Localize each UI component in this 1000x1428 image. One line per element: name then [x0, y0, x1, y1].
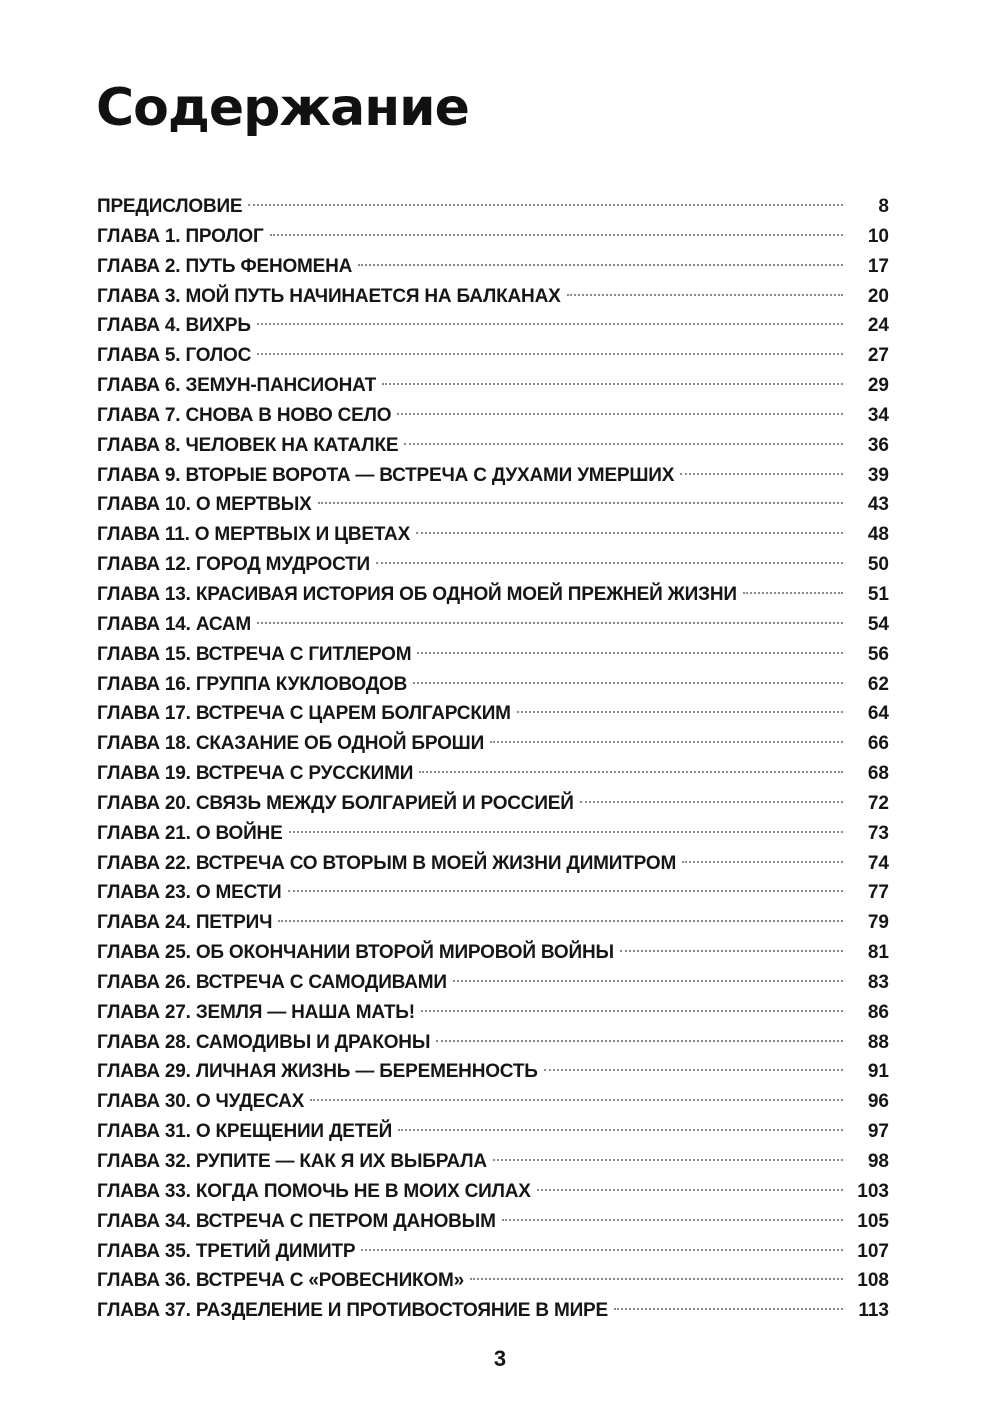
toc-entry	[97, 819, 889, 849]
toc-entry	[97, 1057, 889, 1087]
toc-entry-page-number: 79	[867, 912, 889, 934]
toc-entry-title: ГЛАВА 23. О МЕСТИ	[97, 882, 282, 904]
dot-leader	[270, 234, 843, 236]
toc-entry-title: ГЛАВА 20. СВЯЗЬ МЕЖДУ БОЛГАРИЕЙ И РОССИЕЙ	[97, 792, 574, 814]
toc-entry-page-number: 77	[867, 882, 889, 904]
toc-entry-page-number: 107	[857, 1240, 889, 1262]
toc-entry-page-number: 73	[867, 822, 889, 844]
toc-entry	[97, 1237, 889, 1267]
toc-entry	[97, 222, 889, 252]
toc-entry-title: ГЛАВА 26. ВСТРЕЧА С САМОДИВАМИ	[97, 971, 447, 993]
toc-entry	[97, 1147, 889, 1177]
toc-entry-page-number: 20	[867, 285, 889, 307]
toc-entry-title: ГЛАВА 30. О ЧУДЕСАХ	[97, 1091, 305, 1113]
toc-entry-title: ГЛАВА 36. ВСТРЕЧА С «РОВЕСНИКОМ»	[97, 1270, 464, 1292]
dot-leader	[397, 413, 843, 415]
toc-entry-title: ГЛАВА 35. ТРЕТИЙ ДИМИТР	[97, 1240, 356, 1262]
dot-leader	[419, 771, 843, 773]
toc-entry-page-number: 66	[867, 733, 889, 755]
toc-entry	[97, 610, 889, 640]
dot-leader	[382, 383, 843, 385]
dot-leader	[413, 682, 843, 684]
toc-entry-title: ГЛАВА 21. О ВОЙНЕ	[97, 822, 283, 844]
toc-entry	[97, 520, 889, 550]
dot-leader	[743, 592, 843, 594]
toc-entry-page-number: 103	[857, 1180, 889, 1202]
toc-entry-title: ГЛАВА 2. ПУТЬ ФЕНОМЕНА	[97, 255, 353, 277]
toc-entry-page-number: 81	[867, 942, 889, 964]
dot-leader	[257, 323, 843, 325]
toc-entry-title: ГЛАВА 5. ГОЛОС	[97, 345, 252, 367]
dot-leader	[248, 204, 843, 206]
toc-entry-title: ГЛАВА 14. АСАМ	[97, 613, 252, 635]
toc-entry-title: ГЛАВА 22. ВСТРЕЧА СО ВТОРЫМ В МОЕЙ ЖИЗНИ ДИМИТРОМ	[97, 852, 677, 874]
toc-entry-title: ГЛАВА 9. ВТОРЫЕ ВОРОТА — ВСТРЕЧА С ДУХАМИ УМЕРШИХ	[97, 464, 675, 486]
toc-entry	[97, 401, 889, 431]
toc-entry	[97, 938, 889, 968]
toc-entry-page-number: 48	[867, 524, 889, 546]
toc-entry	[97, 670, 889, 700]
toc-entry-page-number: 8	[878, 196, 889, 217]
toc-entry-page-number: 36	[867, 434, 889, 456]
dot-leader	[680, 473, 843, 475]
dot-leader	[493, 1159, 843, 1161]
dot-leader	[517, 711, 843, 713]
toc-entry	[97, 1177, 889, 1207]
toc-entry-page-number: 56	[867, 643, 889, 665]
toc-entry-page-number: 97	[867, 1121, 889, 1143]
toc-entry-title: ПРЕДИСЛОВИЕ	[97, 196, 243, 217]
toc-entry	[97, 490, 889, 520]
toc-entry-page-number: 27	[867, 345, 889, 367]
toc-entry-title: ГЛАВА 16. ГРУППА КУКЛОВОДОВ	[97, 673, 408, 695]
toc-entry-page-number: 62	[867, 673, 889, 695]
toc-entry-page-number: 72	[867, 792, 889, 814]
toc-entry-page-number: 24	[867, 315, 889, 337]
dot-leader	[416, 532, 843, 534]
toc-entry-page-number: 86	[867, 1001, 889, 1023]
toc-entry	[97, 192, 889, 222]
toc-entry	[97, 371, 889, 401]
toc-entry	[97, 1117, 889, 1147]
toc-entry-title: ГЛАВА 29. ЛИЧНАЯ ЖИЗНЬ — БЕРЕМЕННОСТЬ	[97, 1061, 538, 1083]
toc-entry-page-number: 108	[857, 1270, 889, 1292]
toc-entry-page-number: 10	[867, 225, 889, 247]
toc-entry	[97, 699, 889, 729]
toc-entry-page-number: 54	[867, 613, 889, 635]
toc-entry	[97, 461, 889, 491]
toc-entry-page-number: 88	[867, 1031, 889, 1053]
page-number: 3	[493, 1346, 507, 1371]
toc-entry-title: ГЛАВА 8. ЧЕЛОВЕК НА КАТАЛКЕ	[97, 434, 399, 456]
dot-leader	[421, 1010, 843, 1012]
toc-entry	[97, 341, 889, 371]
toc-entry-title: ГЛАВА 19. ВСТРЕЧА С РУССКИМИ	[97, 763, 414, 785]
toc-entry	[97, 282, 889, 312]
dot-leader	[361, 1249, 843, 1251]
dot-leader	[614, 1308, 843, 1310]
toc-entry-title: ГЛАВА 12. ГОРОД МУДРОСТИ	[97, 554, 371, 576]
toc-entry-title: ГЛАВА 7. СНОВА В НОВО СЕЛО	[97, 404, 392, 426]
toc-entry-title: ГЛАВА 24. ПЕТРИЧ	[97, 912, 273, 934]
toc-entry	[97, 640, 889, 670]
toc-entry-page-number: 96	[867, 1091, 889, 1113]
dot-leader	[470, 1278, 843, 1280]
toc-entry-page-number: 34	[867, 404, 889, 426]
toc-entry	[97, 1087, 889, 1117]
dot-leader	[490, 741, 843, 743]
dot-leader	[567, 294, 843, 296]
toc-entry-page-number: 98	[867, 1151, 889, 1172]
dot-leader	[580, 801, 843, 803]
toc-entry	[97, 729, 889, 759]
toc-entry-page-number: 29	[867, 375, 889, 397]
toc-entry	[97, 759, 889, 789]
dot-leader	[502, 1219, 843, 1221]
toc-entry	[97, 1028, 889, 1058]
toc-entry	[97, 550, 889, 580]
toc-entry-page-number: 51	[867, 583, 889, 605]
toc-entry-title: ГЛАВА 31. О КРЕЩЕНИИ ДЕТЕЙ	[97, 1121, 393, 1143]
toc-entry-title: ГЛАВА 4. ВИХРЬ	[97, 315, 251, 337]
table-of-contents	[97, 192, 889, 1326]
dot-leader	[376, 562, 843, 564]
toc-entry-title: ГЛАВА 6. ЗЕМУН-ПАНСИОНАТ	[97, 375, 377, 397]
toc-entry	[97, 252, 889, 282]
toc-entry-title: ГЛАВА 33. КОГДА ПОМОЧЬ НЕ В МОИХ СИЛАХ	[97, 1180, 531, 1202]
toc-entry-title: ГЛАВА 25. ОБ ОКОНЧАНИИ ВТОРОЙ МИРОВОЙ ВОЙНЫ	[97, 942, 614, 964]
toc-entry	[97, 789, 889, 819]
toc-entry-page-number: 39	[867, 464, 889, 486]
page-title: Содержание	[96, 78, 469, 138]
toc-entry	[97, 998, 889, 1028]
toc-entry-title: ГЛАВА 28. САМОДИВЫ И ДРАКОНЫ	[97, 1031, 431, 1053]
dot-leader	[537, 1189, 843, 1191]
toc-entry-title: ГЛАВА 10. О МЕРТВЫХ	[97, 494, 312, 516]
toc-entry	[97, 849, 889, 879]
toc-entry-title: ГЛАВА 3. МОЙ ПУТЬ НАЧИНАЕТСЯ НА БАЛКАНАХ	[97, 285, 561, 307]
toc-entry-title: ГЛАВА 18. СКАЗАНИЕ ОБ ОДНОЙ БРОШИ	[97, 733, 485, 755]
dot-leader	[453, 980, 843, 982]
toc-entry-page-number: 64	[867, 703, 889, 725]
toc-entry	[97, 431, 889, 461]
toc-entry-page-number: 50	[867, 554, 889, 576]
dot-leader	[620, 950, 843, 952]
toc-entry-page-number: 91	[867, 1061, 889, 1083]
toc-entry-page-number: 68	[867, 763, 889, 785]
toc-entry	[97, 908, 889, 938]
toc-entry	[97, 878, 889, 908]
dot-leader	[404, 443, 843, 445]
toc-entry	[97, 580, 889, 610]
toc-entry-title: ГЛАВА 17. ВСТРЕЧА С ЦАРЕМ БОЛГАРСКИМ	[97, 703, 511, 725]
toc-entry	[97, 968, 889, 998]
dot-leader	[278, 920, 843, 922]
toc-entry-title: ГЛАВА 1. ПРОЛОГ	[97, 225, 264, 247]
toc-entry-page-number: 43	[867, 494, 889, 516]
toc-entry-page-number: 113	[858, 1300, 889, 1322]
dot-leader	[310, 1099, 843, 1101]
dot-leader	[544, 1069, 843, 1071]
dot-leader	[417, 652, 843, 654]
toc-entry	[97, 1266, 889, 1296]
toc-entry-title: ГЛАВА 13. КРАСИВАЯ ИСТОРИЯ ОБ ОДНОЙ МОЕЙ ПРЕЖНЕЙ ЖИЗНИ	[97, 583, 737, 605]
toc-entry	[97, 1207, 889, 1237]
toc-entry	[97, 311, 889, 341]
dot-leader	[682, 861, 843, 863]
toc-entry-page-number: 105	[857, 1210, 889, 1232]
toc-entry-page-number: 83	[867, 971, 889, 993]
toc-entry-title: ГЛАВА 11. О МЕРТВЫХ И ЦВЕТАХ	[97, 524, 411, 546]
toc-entry-title: ГЛАВА 15. ВСТРЕЧА С ГИТЛЕРОМ	[97, 643, 412, 665]
dot-leader	[318, 502, 843, 504]
toc-entry	[97, 1296, 889, 1326]
toc-entry-page-number: 74	[867, 852, 889, 874]
dot-leader	[288, 890, 844, 892]
toc-entry-page-number: 17	[867, 255, 889, 277]
dot-leader	[289, 831, 843, 833]
dot-leader	[257, 353, 843, 355]
toc-entry-title: ГЛАВА 37. РАЗДЕЛЕНИЕ И ПРОТИВОСТОЯНИЕ В МИРЕ	[97, 1300, 608, 1322]
toc-entry-title: ГЛАВА 34. ВСТРЕЧА С ПЕТРОМ ДАНОВЫМ	[97, 1210, 496, 1232]
toc-entry-title: ГЛАВА 32. РУПИТЕ — КАК Я ИХ ВЫБРАЛА	[97, 1151, 487, 1172]
toc-entry-title: ГЛАВА 27. ЗЕМЛЯ — НАША МАТЬ!	[97, 1001, 415, 1023]
dot-leader	[436, 1040, 843, 1042]
dot-leader	[257, 622, 843, 624]
dot-leader	[358, 264, 843, 266]
dot-leader	[398, 1129, 843, 1131]
